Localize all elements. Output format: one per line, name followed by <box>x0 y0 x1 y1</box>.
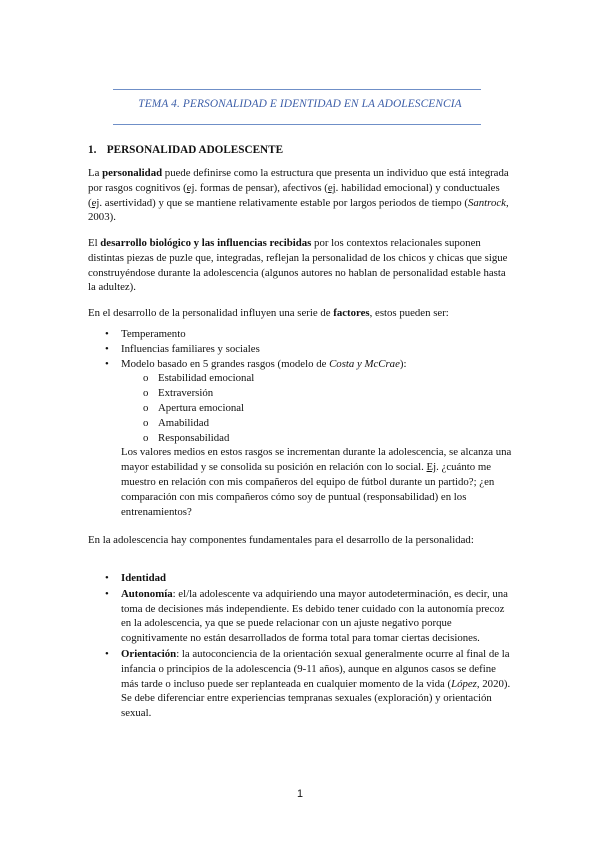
sub-item-text: Estabilidad emocional <box>158 372 255 385</box>
bullet-icon: • <box>105 572 109 584</box>
sub-item-text: Apertura emocional <box>158 401 245 414</box>
term-personalidad: personalidad <box>102 167 163 179</box>
bullet-icon: • <box>105 342 109 355</box>
bullet-icon: • <box>105 328 109 340</box>
sub-item-text: Extraversión <box>158 387 214 400</box>
title-rule-top <box>113 89 481 90</box>
list-item <box>88 342 515 357</box>
sub-list-item <box>88 371 515 386</box>
list-item <box>88 327 515 342</box>
paragraph-factores <box>88 306 515 321</box>
circle-bullet-icon: o <box>143 431 149 444</box>
componentes-list <box>88 571 515 722</box>
bullet-icon: • <box>105 587 109 600</box>
paragraph-componentes: En la adolescencia hay componentes fundamentales para el desarrollo de la personalidad: <box>88 534 474 546</box>
abbr-ej: ej <box>91 196 100 209</box>
text: puede definirse como la estructura que presenta un individuo que está integrada por rasgos cognitivos ( <box>88 167 509 194</box>
sub-list-item <box>88 431 515 446</box>
sub-list-item <box>88 416 515 431</box>
circle-bullet-icon: o <box>143 401 149 414</box>
term-identidad: Identidad <box>121 572 167 584</box>
valores-paragraph <box>88 445 515 519</box>
document-title: TEMA 4. PERSONALIDAD E IDENTIDAD EN LA ADOLESCENCIA <box>138 98 462 110</box>
list-item <box>88 647 515 721</box>
bullet-icon: • <box>105 357 109 370</box>
circle-bullet-icon: o <box>143 416 149 429</box>
factores-list <box>88 327 515 519</box>
list-item <box>88 587 515 646</box>
section-title: PERSONALIDAD ADOLESCENTE <box>106 144 284 156</box>
text: La <box>88 167 103 179</box>
abbr-ej: Ej <box>426 461 437 474</box>
text: El <box>88 237 101 249</box>
text: , 2003). <box>88 196 509 224</box>
list-item-text: Temperamento <box>121 328 186 340</box>
list-item <box>88 357 515 372</box>
circle-bullet-icon: o <box>143 372 149 385</box>
list-item-text: : el/la adolescente va adquiriendo una mayor autodeterminación, es decir, una toma de decisiones más independiente. Es debido tener cuidado con la autonomía precoz en la adolescencia, ya que se puede relacionar con un ajuste negativo porque cognitivamente no están desarrollados de forma total para tomar ciertas decisiones. <box>121 587 508 645</box>
text: En el desarrollo de la personalidad influyen una serie de <box>88 307 334 319</box>
bullet-icon: • <box>105 647 109 660</box>
citation-author: Santrock <box>467 196 506 209</box>
citation-author: López <box>451 677 477 690</box>
sub-list-item <box>88 386 515 401</box>
term-desarrollo: desarrollo biológico y las influencias recibidas <box>100 237 312 249</box>
circle-bullet-icon: o <box>143 387 149 400</box>
list-item <box>88 571 515 586</box>
text: , estos pueden ser: <box>369 307 449 319</box>
sub-list-item <box>88 401 515 416</box>
sub-item-text: Amabilidad <box>158 416 209 429</box>
section-number: 1. <box>88 144 97 156</box>
sub-item-text: Responsabilidad <box>158 431 230 444</box>
page-number: 1 <box>296 788 303 800</box>
text: . asertividad) y que se mantiene relativamente estable por largos periodos de tiempo ( <box>99 196 468 209</box>
term-factores: factores <box>333 307 370 319</box>
list-item-text: , 2020). Se debe diferenciar entre experiencias tempranas sexuales (exploración) y orientación sexual. <box>121 677 511 720</box>
text: por los contextos relacionales suponen distintas piezas de puzle que, integradas, reflejan la personalidad de los chicos y chicas que sigue construyéndose durante la adolescencia (algunos autores no hablan de personalidad estable hasta la adultez). <box>88 237 508 294</box>
abbr-ej: ej <box>327 181 336 194</box>
paragraph-personalidad <box>88 166 515 225</box>
list-item-text: : la autoconciencia de la orientación sexual generalmente ocurre al final de la infancia o principios de la adolescencia (9-11 años), aunque en algunos casos se define más tarde o incluso puede ser replanteada en cualquier momento de la vida ( <box>121 647 510 690</box>
list-item-text: ): <box>399 357 407 370</box>
abbr-ej: ej <box>186 181 195 194</box>
text: Los valores medios en estos rasgos se incrementan durante la adolescencia, se alcanza una mayor estabilidad y se consolida su posición en relación con lo social. <box>121 446 512 474</box>
title-rule-bottom <box>113 124 481 125</box>
text: . habilidad emocional) y conductuales ( <box>88 181 500 209</box>
text: . ¿cuánto me muestro en relación con mis compañeros del equipo de fútbol durante un partido?; ¿en comparación con mis compañeros cómo soy de puntual (responsabilidad) en los entrenamientos? <box>121 461 495 518</box>
list-item-text: Modelo basado en 5 grandes rasgos (modelo de <box>121 357 330 370</box>
term-autonomia: Autonomía <box>121 587 173 600</box>
citation-author: Costa y McCrae <box>329 357 400 370</box>
term-orientacion: Orientación <box>121 647 177 660</box>
text: . formas de pensar), afectivos ( <box>194 181 328 194</box>
paragraph-desarrollo <box>88 236 515 295</box>
section-heading <box>88 144 283 156</box>
list-item-text: Influencias familiares y sociales <box>121 342 260 355</box>
